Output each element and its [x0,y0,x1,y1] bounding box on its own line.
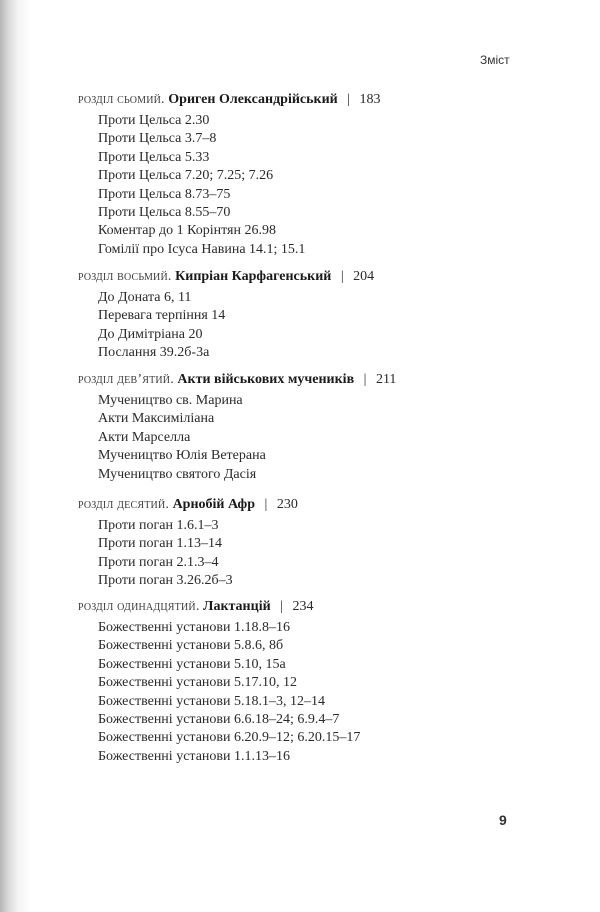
toc-item: Божественні установи 5.10, 15а [98,656,286,672]
separator: | [347,92,351,107]
page-number: 9 [499,812,507,828]
toc-item: Божественні установи 1.18.8–16 [98,620,291,635]
section-heading [78,91,381,112]
toc-section [78,91,381,259]
running-header: Зміст [480,53,510,67]
section-label: розділ десятий. [78,497,170,512]
toc-item: Божественні установи 1.1.13–16 [98,748,291,764]
page-edge-shadow [0,0,30,912]
toc-item: Божественні установи 5.17.10, 12 [98,675,298,691]
toc-item: Божественні установи 5.18.1–3, 12–14 [98,693,326,709]
toc-item: Божественні установи 5.8.6, 8б [98,638,284,654]
section-page: 234 [292,599,314,614]
section-items [98,392,396,484]
section-heading [78,268,374,289]
toc-item: Проти Цельса 3.7–8 [98,131,217,147]
section-label: розділ сьомий. [78,92,165,107]
section-items [98,289,374,363]
section-title: Арнобій Афр [172,497,256,512]
section-label: розділ восьмий. [78,269,172,284]
toc-item: Проти Цельса 8.73–75 [98,186,231,202]
toc-item: Проти Цельса 8.55–70 [98,205,231,221]
toc-item: Проти поган 1.6.1–3 [98,518,219,533]
toc-item: Проти поган 3.26.2б–3 [98,573,233,589]
toc-item: Проти поган 2.1.3–4 [98,554,219,570]
toc-item: Мучеництво Юлія Ветерана [98,448,266,464]
section-page: 230 [276,497,298,512]
section-title: Акти військових мучеників [177,372,355,387]
separator: | [340,269,344,284]
section-title: Лактанцій [203,599,271,614]
section-title: Ориген Олександрійський [168,92,338,107]
toc-item: Коментар до 1 Корінтян 26.98 [98,223,276,239]
separator: | [280,599,283,614]
toc-item: Мучеництво св. Марина [98,393,243,408]
section-heading [78,371,396,392]
toc-section [78,371,396,484]
toc-section [78,496,298,591]
section-items [98,517,298,591]
toc-item: Проти Цельса 5.33 [98,149,210,165]
toc-item: Гомілії про Ісуса Навина 14.1; 15.1 [98,241,306,257]
toc-item: Божественні установи 6.6.18–24; 6.9.4–7 [98,712,340,728]
toc-item: Проти Цельса 7.20; 7.25; 7.26 [98,168,274,184]
separator: | [363,372,367,387]
section-label: розділ дев’ятий. [78,372,174,387]
toc-item: До Димітріана 20 [98,326,203,342]
toc-item: Акти Марселла [98,429,191,445]
separator: | [264,497,268,512]
section-heading [78,496,298,517]
section-items [98,619,360,766]
section-heading [78,598,360,619]
section-label: розділ одинадцятий. [78,599,200,614]
toc-item: Проти поган 1.13–14 [98,536,222,552]
toc-item: Проти Цельса 2.30 [98,113,210,128]
toc-item: Божественні установи 6.20.9–12; 6.20.15–17 [98,730,361,746]
toc-section [78,598,360,766]
section-page: 183 [359,92,381,107]
toc-item: Послання 39.2б-3а [98,345,210,361]
toc-item: Мучеництво святого Дасія [98,466,257,482]
toc-item: Акти Максиміліана [98,411,215,427]
toc-item: Перевага терпіння 14 [98,308,226,324]
section-title: Кипріан Карфагенський [175,269,332,284]
section-page: 204 [353,269,375,284]
toc-section [78,268,374,363]
section-items [98,112,381,259]
toc-item: До Доната 6, 11 [98,290,192,305]
section-page: 211 [375,372,397,387]
